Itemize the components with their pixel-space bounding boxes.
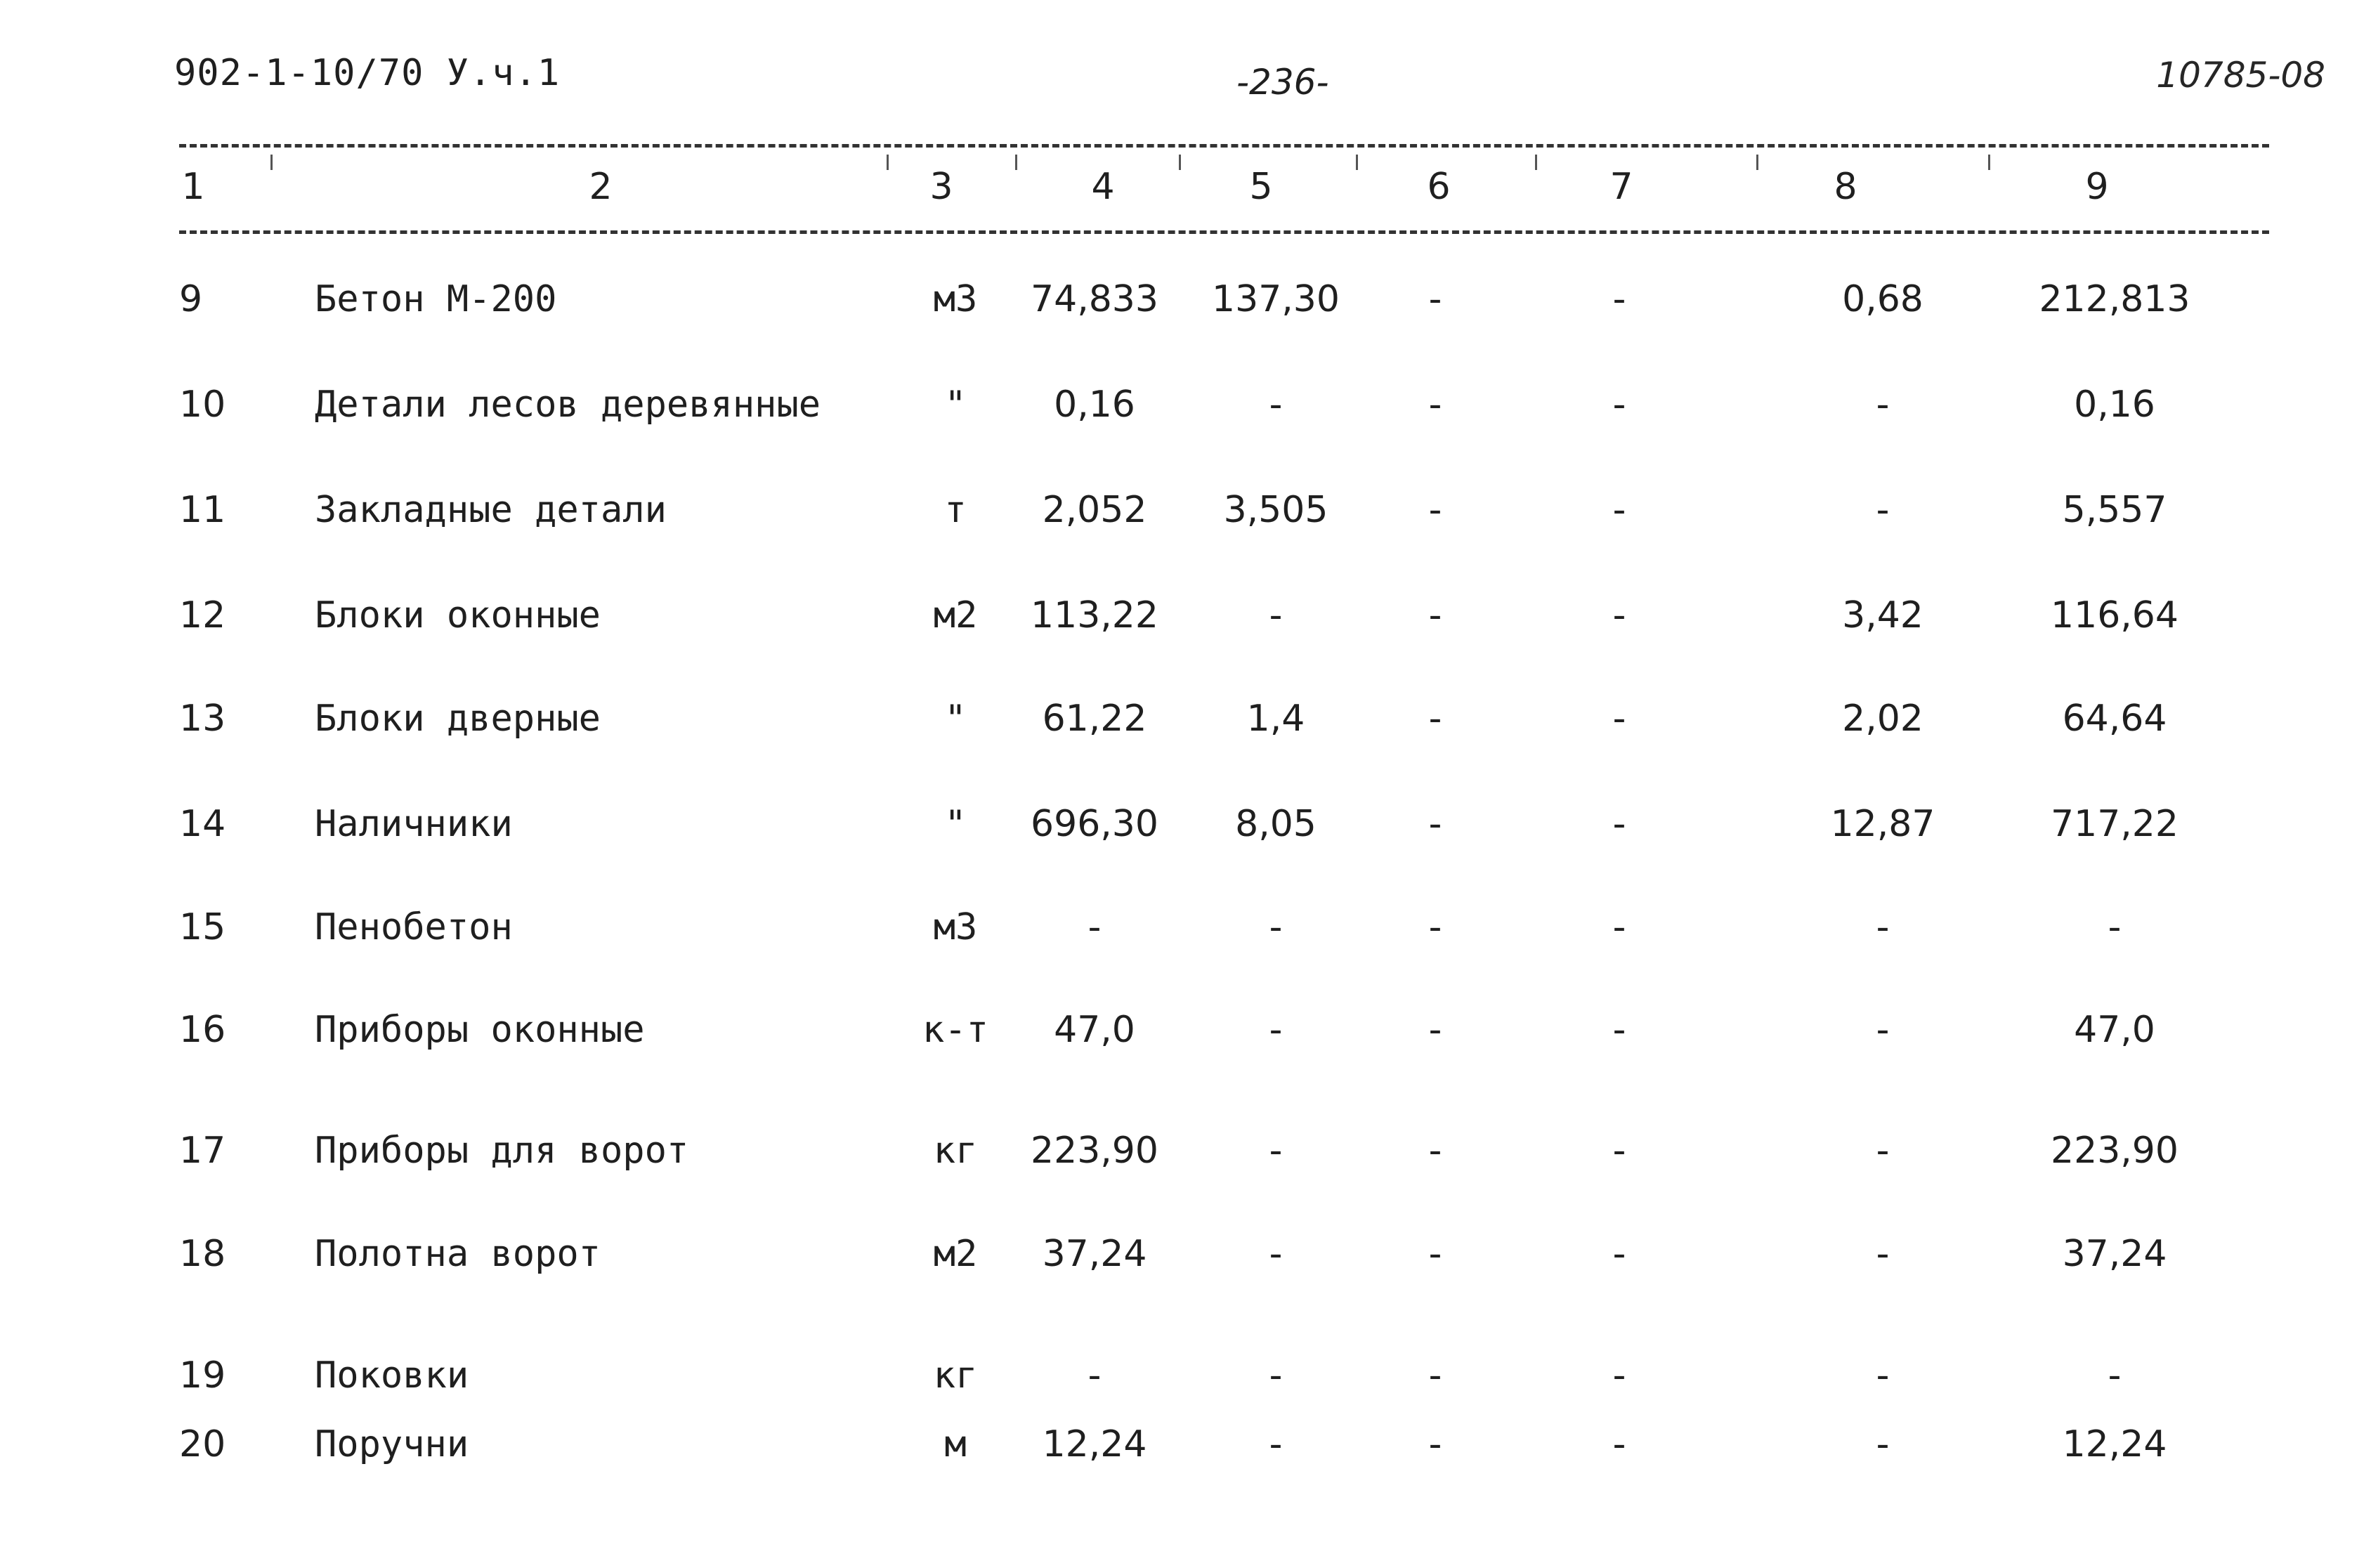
- column-header-8: 8: [1834, 166, 1857, 208]
- cell-c9: 717,22: [2051, 803, 2179, 845]
- cell-c8: 12,87: [1830, 803, 1935, 845]
- cell-c7: -: [1612, 906, 1626, 948]
- cell-c7: -: [1612, 384, 1626, 426]
- cell-unit: м2: [933, 1233, 978, 1275]
- cell-c9: 64,64: [2062, 698, 2167, 740]
- cell-c9: 47,0: [2074, 1009, 2155, 1051]
- cell-c7: -: [1612, 489, 1626, 531]
- cell-c5: 137,30: [1212, 278, 1340, 320]
- cell-name: Наличники: [315, 803, 513, 845]
- cell-c6: -: [1428, 803, 1442, 845]
- cell-c7: -: [1612, 1233, 1626, 1275]
- cell-name: Поковки: [315, 1354, 469, 1397]
- cell-name: Пенобетон: [315, 906, 513, 948]
- cell-no: 10: [179, 384, 226, 426]
- cell-c4: 61,22: [1042, 698, 1147, 740]
- cell-c9: 223,90: [2051, 1130, 2179, 1172]
- cell-c6: -: [1428, 594, 1442, 636]
- cell-c4: 0,16: [1054, 384, 1135, 426]
- cell-c6: -: [1428, 698, 1442, 740]
- cell-c6: -: [1428, 489, 1442, 531]
- cell-no: 13: [179, 698, 226, 740]
- cell-c5: -: [1269, 1423, 1283, 1465]
- table-row: [0, 1009, 2371, 1065]
- column-header-5: 5: [1249, 166, 1273, 208]
- cell-c6: -: [1428, 1130, 1442, 1172]
- cell-c5: -: [1269, 1130, 1283, 1172]
- cell-c6: -: [1428, 1354, 1442, 1397]
- cell-name: Блоки оконные: [315, 594, 601, 636]
- cell-c5: -: [1269, 906, 1283, 948]
- table-row: [0, 803, 2371, 859]
- cell-c4: 74,833: [1031, 278, 1158, 320]
- table-top-rule: [179, 144, 2269, 148]
- cell-c9: 212,813: [2039, 278, 2190, 320]
- cell-c8: -: [1876, 489, 1890, 531]
- cell-c8: 2,02: [1842, 698, 1923, 740]
- cell-c5: -: [1269, 1354, 1283, 1397]
- table-row: [0, 1233, 2371, 1289]
- table-row: [0, 1130, 2371, 1186]
- cell-no: 18: [179, 1233, 226, 1275]
- cell-c6: -: [1428, 384, 1442, 426]
- cell-unit: кг: [933, 1130, 978, 1172]
- cell-c9: 5,557: [2062, 489, 2167, 531]
- cell-unit: м: [944, 1423, 967, 1465]
- cell-name: Приборы для ворот: [315, 1130, 689, 1172]
- column-header-3: 3: [929, 166, 953, 208]
- cell-c8: -: [1876, 384, 1890, 426]
- cell-c5: -: [1269, 1233, 1283, 1275]
- cell-c5: 3,505: [1223, 489, 1328, 531]
- cell-unit: ": [944, 384, 967, 426]
- cell-c8: -: [1876, 1130, 1890, 1172]
- cell-c8: -: [1876, 1009, 1890, 1051]
- cell-c5: -: [1269, 594, 1283, 636]
- cell-no: 9: [179, 278, 203, 320]
- table-row: [0, 1423, 2371, 1479]
- cell-name: Полотна ворот: [315, 1233, 601, 1275]
- cell-name: Детали лесов деревянные: [315, 384, 821, 426]
- cell-c6: -: [1428, 1423, 1442, 1465]
- cell-c8: -: [1876, 1233, 1890, 1275]
- cell-c5: -: [1269, 1009, 1283, 1051]
- cell-c9: 116,64: [2051, 594, 2179, 636]
- document-code: 902-1-10/70 У.ч.1: [174, 52, 561, 94]
- cell-c4: 2,052: [1042, 489, 1147, 531]
- cell-c8: 0,68: [1842, 278, 1923, 320]
- cell-c9: 12,24: [2062, 1423, 2167, 1465]
- table-row: [0, 384, 2371, 440]
- cell-c9: 0,16: [2074, 384, 2155, 426]
- table-row: [0, 1354, 2371, 1411]
- cell-c4: 47,0: [1054, 1009, 1135, 1051]
- column-header-9: 9: [2085, 166, 2109, 208]
- cell-c8: -: [1876, 906, 1890, 948]
- table-row: [0, 698, 2371, 754]
- cell-c6: -: [1428, 1009, 1442, 1051]
- cell-c7: -: [1612, 698, 1626, 740]
- cell-c4: 696,30: [1031, 803, 1158, 845]
- table-row: [0, 906, 2371, 962]
- table-row: [0, 594, 2371, 651]
- cell-name: Блоки дверные: [315, 698, 601, 740]
- cell-c9: 37,24: [2062, 1233, 2167, 1275]
- cell-c7: -: [1612, 278, 1626, 320]
- cell-c9: -: [2108, 1354, 2122, 1397]
- cell-c7: -: [1612, 803, 1626, 845]
- cell-c8: -: [1876, 1354, 1890, 1397]
- cell-unit: к-т: [922, 1009, 988, 1051]
- cell-no: 19: [179, 1354, 226, 1397]
- cell-name: Приборы оконные: [315, 1009, 645, 1051]
- cell-unit: кг: [933, 1354, 978, 1397]
- cell-unit: м3: [933, 278, 978, 320]
- table-header-row: [0, 166, 2371, 215]
- archive-number: 10785-08: [2156, 55, 2325, 96]
- cell-c7: -: [1612, 1423, 1626, 1465]
- cell-c4: 12,24: [1042, 1423, 1147, 1465]
- cell-no: 16: [179, 1009, 226, 1051]
- table-row: [0, 489, 2371, 545]
- cell-c4: 113,22: [1031, 594, 1158, 636]
- cell-c5: 1,4: [1246, 698, 1305, 740]
- cell-c4: -: [1087, 1354, 1102, 1397]
- cell-c5: 8,05: [1235, 803, 1317, 845]
- cell-no: 17: [179, 1130, 226, 1172]
- cell-c7: -: [1612, 594, 1626, 636]
- cell-no: 11: [179, 489, 226, 531]
- page-number: -236-: [1236, 62, 1329, 103]
- column-header-1: 1: [181, 166, 205, 208]
- cell-c7: -: [1612, 1130, 1626, 1172]
- column-header-7: 7: [1609, 166, 1633, 208]
- cell-c8: -: [1876, 1423, 1890, 1465]
- table-row: [0, 278, 2371, 334]
- column-header-6: 6: [1427, 166, 1451, 208]
- cell-name: Закладные детали: [315, 489, 667, 531]
- cell-c8: 3,42: [1842, 594, 1923, 636]
- cell-no: 12: [179, 594, 226, 636]
- column-header-2: 2: [589, 166, 613, 208]
- cell-no: 15: [179, 906, 226, 948]
- cell-name: Поручни: [315, 1423, 469, 1465]
- cell-c9: -: [2108, 906, 2122, 948]
- cell-c5: -: [1269, 384, 1283, 426]
- table-header-rule: [179, 230, 2269, 234]
- cell-c6: -: [1428, 278, 1442, 320]
- cell-unit: т: [944, 489, 967, 531]
- cell-unit: м2: [933, 594, 978, 636]
- cell-c4: -: [1087, 906, 1102, 948]
- cell-c4: 223,90: [1031, 1130, 1158, 1172]
- cell-unit: ": [944, 803, 967, 845]
- cell-no: 14: [179, 803, 226, 845]
- cell-unit: м3: [933, 906, 978, 948]
- column-header-4: 4: [1091, 166, 1115, 208]
- cell-c4: 37,24: [1042, 1233, 1147, 1275]
- cell-no: 20: [179, 1423, 226, 1465]
- cell-name: Бетон М-200: [315, 278, 557, 320]
- cell-c7: -: [1612, 1354, 1626, 1397]
- cell-unit: ": [944, 698, 967, 740]
- cell-c7: -: [1612, 1009, 1626, 1051]
- cell-c6: -: [1428, 1233, 1442, 1275]
- cell-c6: -: [1428, 906, 1442, 948]
